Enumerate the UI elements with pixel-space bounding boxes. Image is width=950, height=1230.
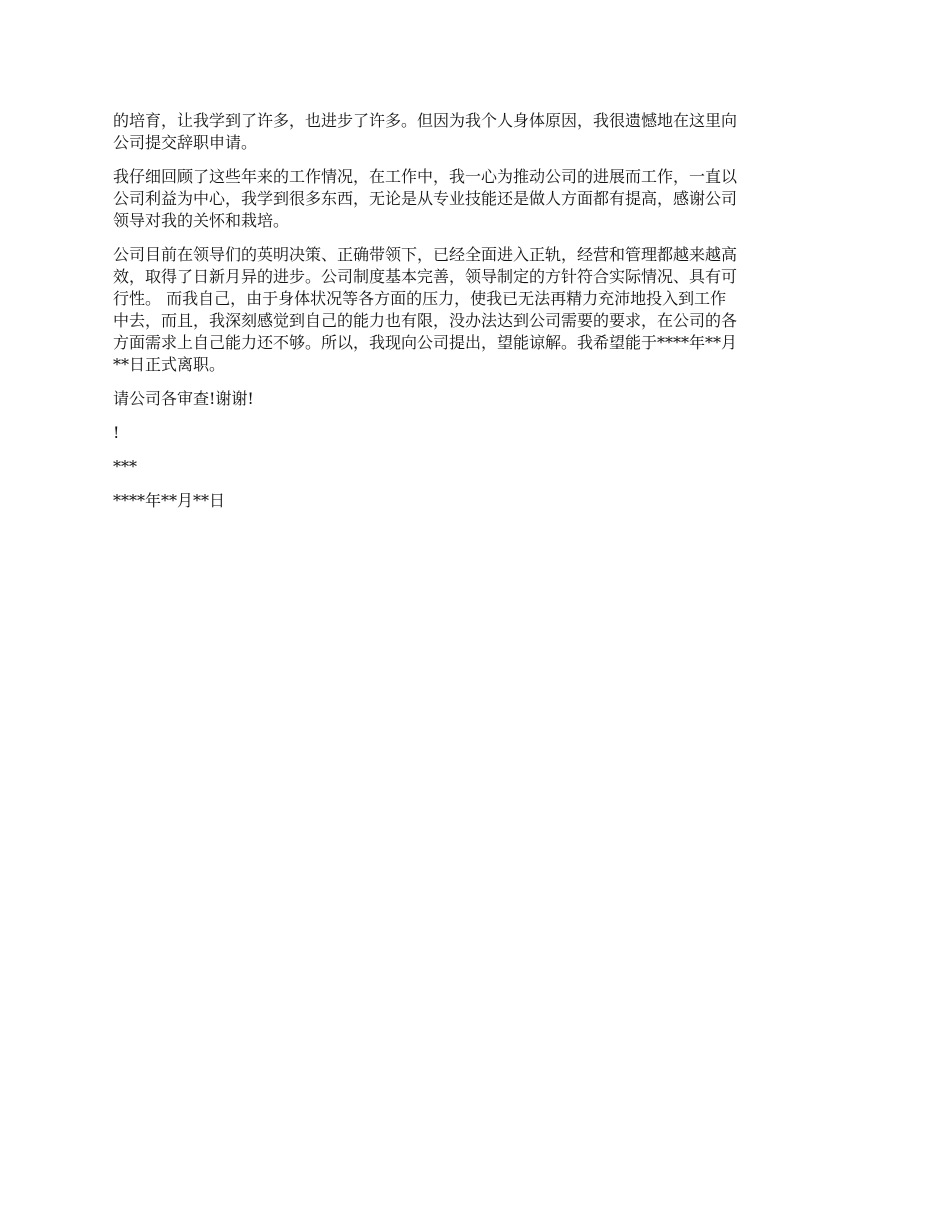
text-line: 效，取得了日新月异的进步。公司制度基本完善，领导制定的方针符合实际情况、具有可 [113, 267, 738, 286]
text-line: 领导对我的关怀和栽培。 [113, 211, 290, 230]
signature-name [113, 456, 839, 478]
text-line: 的培育，让我学到了许多，也进步了许多。但因为我个人身体原因，我很遗憾地在这里向 [113, 111, 738, 130]
paragraph-reasons [113, 244, 839, 376]
text-line: **日正式离职。 [113, 355, 226, 374]
paragraph-work-review [113, 166, 839, 232]
text-line: 请公司各审查!谢谢! [113, 389, 254, 408]
text-line: 公司利益为中心，我学到很多东西，无论是从专业技能还是做人方面都有提高，感谢公司 [113, 189, 738, 208]
text-line: ! [113, 423, 120, 442]
text-line: 行性。 而我自己，由于身体状况等各方面的压力，使我已无法再精力充沛地投入到工作 [113, 289, 727, 308]
text-line: 公司目前在领导们的英明决策、正确带领下，已经全面进入正轨，经营和管理都越来越高 [113, 245, 738, 264]
signature-date [113, 490, 839, 512]
paragraph-resignation-intro [113, 110, 839, 154]
text-line: 我仔细回顾了这些年来的工作情况，在工作中，我一心为推动公司的进展而工作，一直以 [113, 167, 738, 186]
text-line: ****年**月**日 [113, 491, 226, 510]
document-page [113, 110, 839, 524]
text-line: 公司提交辞职申请。 [113, 133, 258, 152]
paragraph-exclamation [113, 422, 839, 444]
paragraph-request-review [113, 388, 839, 410]
text-line: *** [113, 457, 137, 476]
text-line: 中去，而且，我深刻感觉到自己的能力也有限，没办法达到公司需要的要求，在公司的各 [113, 311, 738, 330]
text-line: 方面需求上自己能力还不够。所以，我现向公司提出，望能谅解。我希望能于****年**月 [113, 333, 738, 352]
